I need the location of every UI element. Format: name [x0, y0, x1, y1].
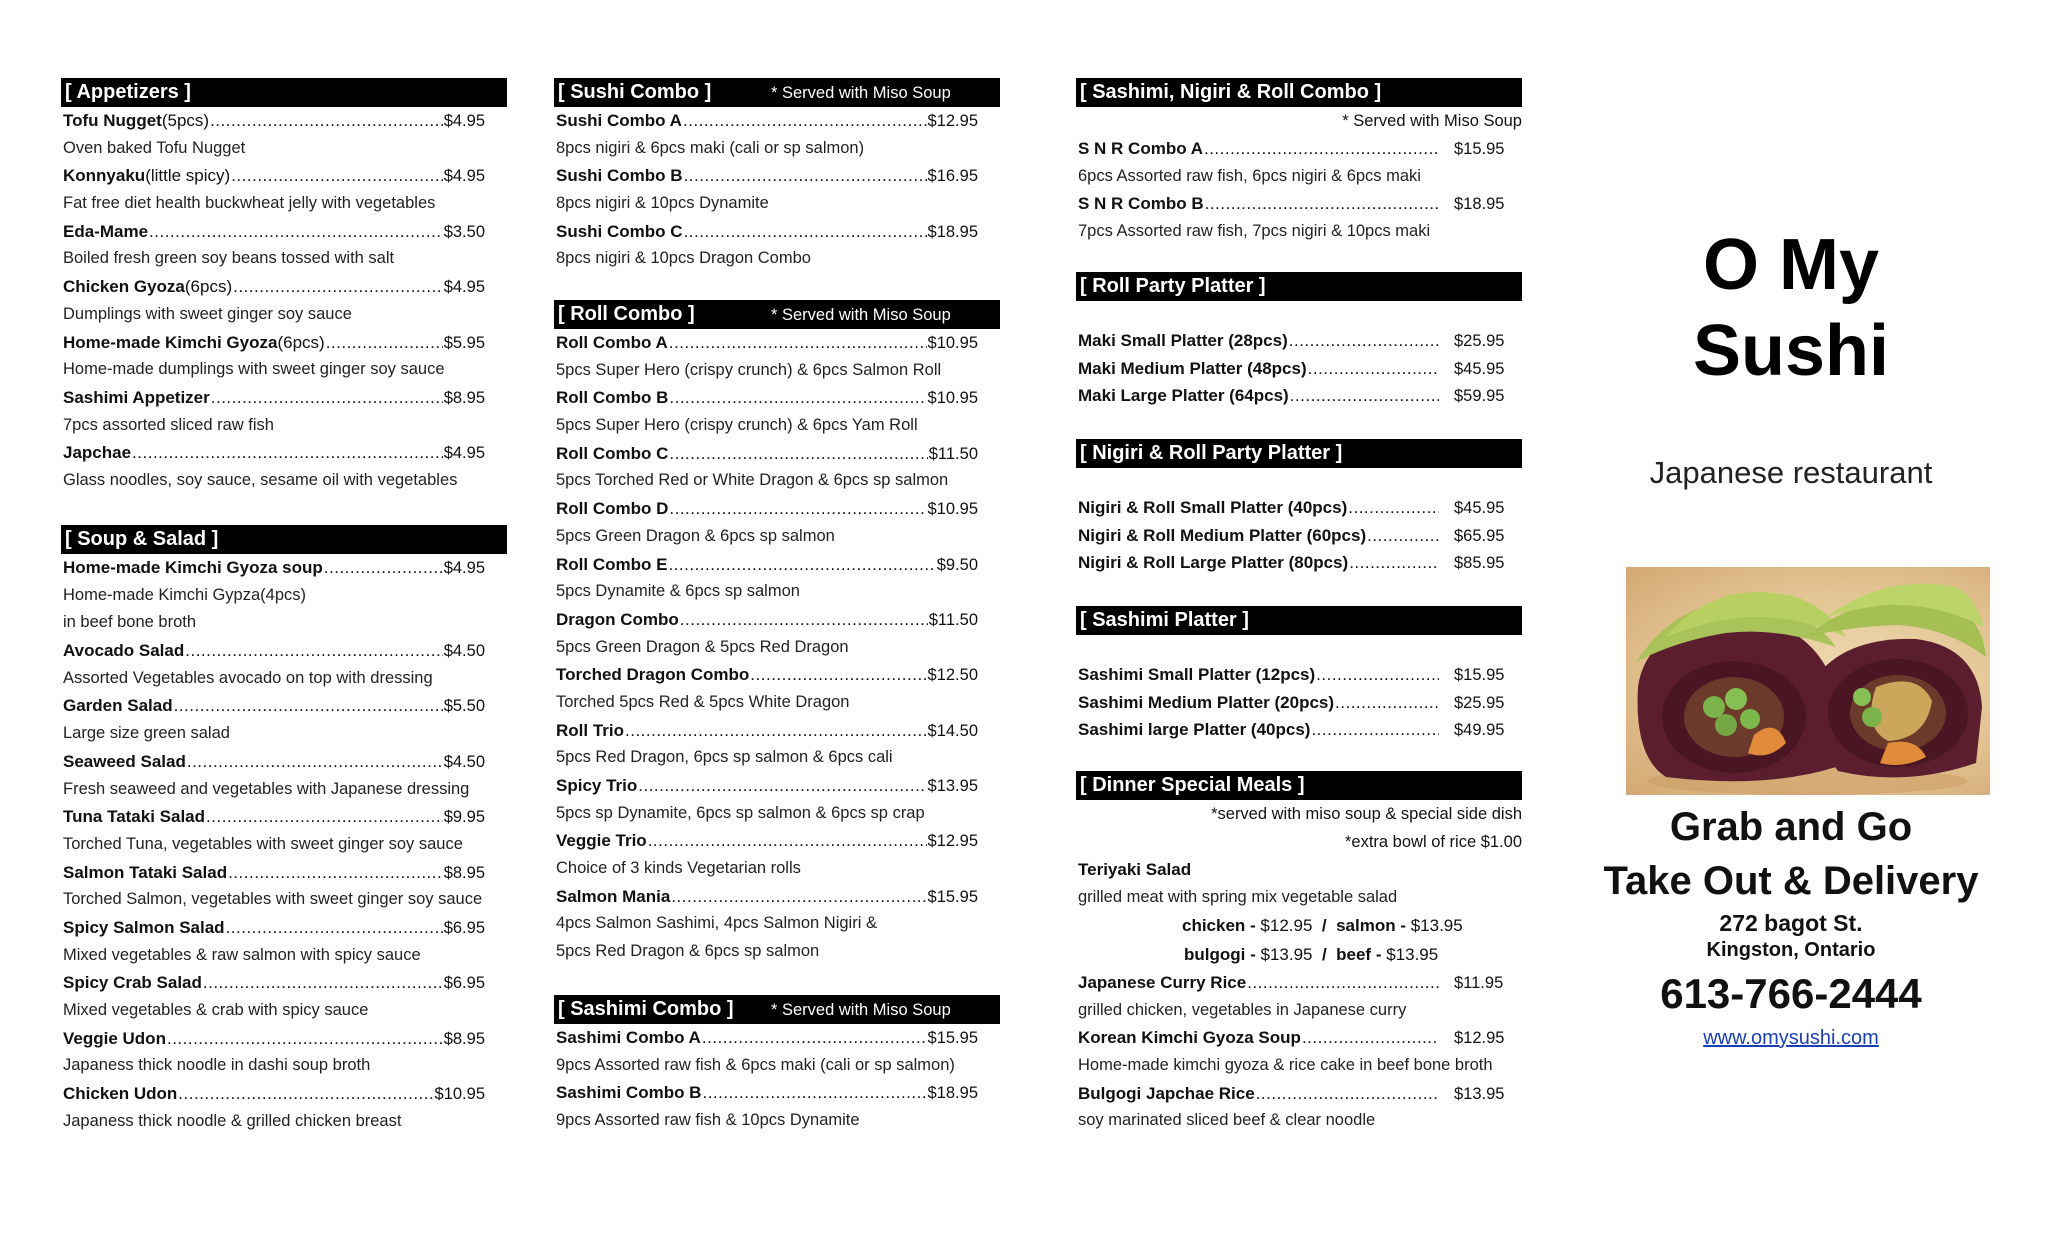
dot-leader — [233, 273, 443, 301]
dot-leader — [668, 551, 935, 579]
menu-item-desc: Choice of 3 kinds Vegetarian rolls — [556, 859, 801, 878]
dot-leader — [684, 218, 927, 246]
menu-item — [554, 218, 978, 246]
menu-item-price: $85.95 — [1454, 554, 1505, 573]
menu-item-price: $25.95 — [1454, 332, 1505, 350]
menu-item-price: $15.95 — [1454, 140, 1505, 158]
sashimi-combo-section — [554, 995, 1000, 1135]
menu-item — [554, 162, 978, 190]
menu-item-desc: 4pcs Salmon Sashimi, 4pcs Salmon Nigiri & — [556, 914, 877, 933]
menu-item-name: Roll Combo E — [556, 554, 668, 574]
served-with-note: * Served with Miso Soup — [1342, 112, 1522, 130]
menu-item — [61, 384, 485, 412]
menu-item — [61, 969, 485, 997]
menu-item-name: Spicy Trio — [556, 776, 638, 795]
dot-leader — [1349, 549, 1439, 577]
roll-combo-section — [554, 300, 1000, 966]
menu-item-name: Seaweed Salad — [63, 751, 186, 771]
dot-leader — [669, 329, 927, 357]
soup-salad-section — [61, 525, 507, 1135]
dot-leader — [683, 107, 927, 135]
menu-item — [554, 440, 978, 468]
dot-leader — [203, 969, 443, 997]
dinner-note-1: *served with miso soup & special side dish — [1211, 805, 1522, 823]
menu-item — [1076, 661, 1505, 689]
menu-item-name: Salmon Mania — [556, 886, 671, 906]
restaurant-tagline: Japanese restaurant — [1649, 455, 1933, 490]
menu-item-desc: 9pcs Assorted raw fish & 6pcs maki (cali or sp salmon) — [556, 1055, 955, 1074]
menu-item-desc: Boiled fresh green soy beans tossed with salt — [63, 249, 395, 268]
menu-item — [61, 803, 485, 831]
menu-item-desc: soy marinated sliced beef & clear noodle — [1078, 1111, 1376, 1130]
menu-item-name: Nigiri & Roll Large Platter (80pcs) — [1078, 553, 1349, 573]
dot-leader — [1302, 1024, 1439, 1052]
menu-item-price: $8.95 — [443, 863, 485, 882]
menu-item — [1076, 1080, 1505, 1108]
menu-item — [554, 717, 978, 745]
menu-item-price: $49.95 — [1454, 721, 1505, 740]
menu-item-desc: 8pcs nigiri & 10pcs Dynamite — [556, 194, 769, 213]
menu-item-name: Roll Combo D — [556, 499, 669, 519]
dot-leader — [669, 440, 927, 468]
menu-item-name: Veggie Trio — [556, 831, 647, 851]
menu-item-price: $59.95 — [1454, 387, 1505, 406]
menu-item-price: $5.95 — [443, 333, 485, 352]
teriyaki-salad-desc: grilled meat with spring mix vegetable salad — [1078, 887, 1398, 906]
menu-item — [554, 551, 978, 579]
menu-item-price: $65.95 — [1454, 526, 1505, 545]
menu-item-desc: 5pcs Red Dragon & 6pcs sp salmon — [556, 942, 820, 961]
dot-leader — [1335, 689, 1439, 717]
menu-item-price: $5.50 — [443, 697, 485, 716]
menu-item — [61, 637, 485, 665]
section-header: [ Soup & Salad ] — [61, 525, 507, 554]
menu-item — [1076, 494, 1505, 522]
menu-item-name: Nigiri & Roll Small Platter (40pcs) — [1078, 498, 1348, 517]
menu-item-desc: Glass noodles, soy sauce, sesame oil with vegetables — [63, 470, 458, 489]
menu-item-name: Sashimi Small Platter (12pcs) — [1078, 665, 1316, 684]
menu-item-price: $15.95 — [927, 887, 978, 906]
section-header: [ Sashimi, Nigiri & Roll Combo ] — [1076, 78, 1522, 107]
menu-item — [61, 554, 485, 582]
website-link[interactable]: www.omysushi.com — [1703, 1027, 1879, 1049]
dot-leader — [1290, 382, 1439, 410]
appetizers-section — [61, 78, 507, 495]
menu-item — [1076, 327, 1505, 355]
menu-item-price: $4.95 — [443, 559, 485, 577]
menu-item-portion: (6pcs) — [277, 332, 325, 352]
menu-item-price: $16.95 — [927, 167, 978, 186]
sushi-roll-photo — [1626, 567, 1990, 795]
menu-item-desc: 9pcs Assorted raw fish & 10pcs Dynamite — [556, 1111, 860, 1130]
menu-item-name: Maki Large Platter (64pcs) — [1078, 386, 1289, 406]
menu-item-name: Sashimi Appetizer — [63, 387, 210, 407]
menu-item-price: $9.50 — [936, 555, 978, 574]
dot-leader — [1311, 716, 1439, 744]
teriyaki-choice-row-2: bulgogi - $13.95 / beef - $13.95 — [1184, 945, 1439, 965]
menu-item-price: $10.95 — [927, 334, 978, 352]
restaurant-address: 272 bagot St. Kingston, Ontario — [1706, 910, 1876, 961]
menu-item-price: $9.95 — [443, 808, 485, 827]
dot-leader — [684, 162, 927, 190]
menu-item-price: $18.95 — [927, 1084, 978, 1103]
menu-item-desc: Large size green salad — [63, 724, 230, 743]
menu-item-price: $4.95 — [443, 444, 485, 463]
served-with-note: * Served with Miso Soup — [771, 1001, 951, 1019]
menu-item-price: $4.50 — [443, 642, 485, 661]
menu-item-desc: 8pcs nigiri & 10pcs Dragon Combo — [556, 249, 811, 268]
menu-item-name: Avocado Salad — [63, 641, 185, 661]
menu-item-price: $4.95 — [443, 278, 485, 297]
menu-item-price: $45.95 — [1454, 359, 1505, 378]
menu-item — [1076, 549, 1505, 577]
dot-leader — [671, 883, 926, 911]
menu-item-desc: 5pcs Super Hero (crispy crunch) & 6pcs Yam Roll — [556, 416, 918, 435]
menu-item — [554, 606, 978, 634]
menu-item-price: $4.95 — [443, 167, 485, 186]
served-with-note: * Served with Miso Soup — [771, 306, 951, 324]
menu-item — [1076, 522, 1505, 550]
dot-leader — [210, 107, 443, 135]
menu-item-desc: Oven baked Tofu Nugget — [63, 138, 246, 157]
menu-item-price: $25.95 — [1454, 693, 1505, 712]
dot-leader — [1256, 1080, 1439, 1108]
dot-leader — [669, 495, 926, 523]
menu-item-desc: 5pcs Red Dragon, 6pcs sp salmon & 6pcs cali — [556, 748, 893, 767]
menu-item-name: Maki Medium Platter (48pcs) — [1078, 358, 1307, 378]
menu-item-portion: (5pcs) — [161, 111, 210, 130]
dot-leader — [231, 162, 443, 190]
menu-item — [61, 329, 485, 357]
section-header: [ Roll Party Platter ] — [1076, 272, 1522, 301]
menu-item-price: $6.95 — [443, 918, 485, 937]
menu-item — [61, 692, 485, 720]
menu-item — [554, 661, 978, 689]
dot-leader — [750, 661, 926, 689]
menu-item-name: Spicy Salmon Salad — [63, 917, 225, 937]
menu-item — [61, 107, 485, 135]
menu-item-name: Garden Salad — [63, 696, 173, 716]
menu-item — [1076, 135, 1505, 163]
dot-leader — [174, 692, 443, 720]
menu-item-name: Konnyaku — [63, 166, 146, 186]
section-header: [ Nigiri & Roll Party Platter ] — [1076, 439, 1522, 468]
dot-leader — [1289, 327, 1439, 355]
menu-item-name: Sushi Combo A — [556, 111, 682, 130]
dot-leader — [149, 218, 443, 246]
menu-item-name: Korean Kimchi Gyoza Soup — [1078, 1028, 1301, 1048]
menu-item-price: $3.50 — [443, 222, 485, 241]
menu-item-price: $4.95 — [443, 112, 485, 130]
menu-item-name: Roll Combo B — [556, 388, 669, 408]
menu-item-price: $12.50 — [927, 666, 978, 685]
menu-item-desc: 7pcs Assorted raw fish, 7pcs nigiri & 10pcs maki — [1078, 221, 1431, 240]
menu-item-desc: Home-made kimchi gyoza & rice cake in beef bone broth — [1078, 1055, 1493, 1074]
menu-item-name: Japchae — [63, 443, 132, 463]
menu-item — [61, 1080, 485, 1108]
menu-item — [61, 1025, 485, 1053]
menu-item-price: $14.50 — [927, 721, 978, 740]
menu-item-price: $18.95 — [927, 222, 978, 241]
service-options: Grab and Go Take Out & Delivery — [1603, 805, 1979, 903]
dot-leader — [702, 1079, 926, 1107]
dot-leader — [132, 439, 443, 467]
sashimi-platter-section — [1076, 606, 1560, 744]
menu-item-price: $10.95 — [434, 1085, 485, 1104]
menu-item-desc: 5pcs Dynamite & 6pcs sp salmon — [556, 582, 800, 601]
menu-item-name: Tuna Tataki Salad — [63, 807, 206, 827]
dot-leader — [185, 637, 442, 665]
dot-leader — [226, 914, 443, 942]
menu-item-name: Roll Combo A — [556, 333, 668, 352]
menu-item-price: $12.95 — [1454, 1029, 1505, 1048]
menu-item-price: $13.95 — [927, 777, 978, 795]
menu-item-desc: 8pcs nigiri & 6pcs maki (cali or sp salmon) — [556, 138, 865, 157]
menu-item-price: $13.95 — [1454, 1084, 1505, 1103]
dot-leader — [1204, 135, 1439, 163]
menu-item-price: $45.95 — [1454, 499, 1505, 517]
section-header: [ Roll Combo ] * Served with Miso Soup — [554, 300, 1000, 329]
menu-item-name: Eda-Mame — [63, 221, 149, 241]
menu-item-portion: (little spicy) — [145, 166, 231, 186]
menu-item — [61, 162, 485, 190]
nigiri-party-section — [1076, 439, 1560, 577]
dot-leader — [206, 803, 443, 831]
menu-item-name: Sashimi large Platter (40pcs) — [1078, 720, 1311, 740]
menu-item — [554, 827, 978, 855]
menu-item-name: Torched Dragon Combo — [556, 665, 750, 685]
menu-item-desc: 7pcs assorted sliced raw fish — [63, 415, 274, 434]
menu-item — [1076, 382, 1505, 410]
menu-item-name: S N R Combo B — [1078, 194, 1204, 214]
dot-leader — [1367, 522, 1439, 550]
menu-item-desc: 5pcs Torched Red or White Dragon & 6pcs sp salmon — [556, 471, 949, 490]
menu-item-name: Bulgogi Japchae Rice — [1078, 1083, 1255, 1103]
menu-item-name: Dragon Combo — [556, 609, 679, 629]
menu-item — [554, 1079, 978, 1107]
menu-item-price: $4.50 — [443, 752, 485, 771]
snr-combo-section — [1076, 78, 1560, 245]
menu-item-desc: 5pcs sp Dynamite, 6pcs sp salmon & 6pcs sp crap — [556, 803, 925, 822]
menu-item — [554, 495, 978, 523]
menu-item — [554, 1024, 978, 1052]
sushi-combo-section — [554, 78, 1000, 273]
menu-item-desc: Fat free diet health buckwheat jelly with vegetables — [63, 194, 436, 213]
menu-item-desc: Mixed vegetables & crab with spicy sauce — [63, 1001, 369, 1019]
menu-item-name: Sushi Combo B — [556, 166, 683, 186]
dot-leader — [167, 1025, 443, 1053]
menu-item-desc: Torched Tuna, vegetables with sweet ginger soy sauce — [63, 834, 463, 853]
dot-leader — [326, 329, 443, 357]
menu-item-name: Sashimi Combo A — [556, 1028, 701, 1047]
menu-item-name: Home-made Kimchi Gyoza — [63, 332, 278, 352]
menu-item-name: Maki Small Platter (28pcs) — [1078, 331, 1288, 350]
phone-number[interactable]: 613-766-2444 — [1660, 970, 1922, 1017]
menu-item-desc: Japaness thick noodle in dashi soup broth — [63, 1056, 371, 1075]
menu-item-name: Japanese Curry Rice — [1078, 973, 1247, 993]
dinner-special-section — [1076, 771, 1560, 1135]
dot-leader — [680, 606, 928, 634]
menu-item-name: Salmon Tataki Salad — [63, 862, 228, 882]
menu-item-desc: Fresh seaweed and vegetables with Japanese dressing — [63, 779, 470, 798]
section-header: [ Appetizers ] — [61, 78, 507, 107]
menu-item-desc: Home-made Kimchi Gypza(4pcs) — [63, 585, 306, 604]
menu-item-price: $15.95 — [927, 1029, 978, 1047]
served-with-note: * Served with Miso Soup — [771, 84, 951, 102]
menu-item — [1076, 969, 1504, 997]
menu-item-name: Sashimi Combo B — [556, 1083, 702, 1103]
menu-item — [554, 384, 978, 412]
menu-item-desc: Japaness thick noodle & grilled chicken breast — [63, 1111, 402, 1130]
section-header: [ Sushi Combo ] * Served with Miso Soup — [554, 78, 1000, 107]
section-header: [ Dinner Special Meals ] — [1076, 771, 1522, 800]
sushi-roll-illustration — [1626, 567, 1990, 795]
dot-leader — [648, 827, 927, 855]
dot-leader — [1316, 661, 1439, 689]
menu-item — [61, 218, 485, 246]
menu-item — [1076, 355, 1505, 383]
menu-item — [554, 107, 978, 135]
menu-item-price: $6.95 — [443, 974, 485, 993]
dot-leader — [324, 554, 443, 582]
menu-item — [61, 859, 485, 887]
menu-item-desc: in beef bone broth — [63, 613, 197, 632]
menu-item-name: Veggie Udon — [63, 1028, 166, 1048]
teriyaki-salad-name: Teriyaki Salad — [1078, 860, 1192, 879]
menu-item-desc: Torched 5pcs Red & 5pcs White Dragon — [556, 692, 850, 711]
menu-item-desc: 5pcs Green Dragon & 5pcs Red Dragon — [556, 637, 849, 656]
menu-item-name: Roll Trio — [556, 720, 624, 740]
menu-item-name: Nigiri & Roll Medium Platter (60pcs) — [1078, 525, 1367, 545]
dot-leader — [625, 717, 927, 745]
menu-item-price: $15.95 — [1454, 666, 1505, 684]
dot-leader — [638, 772, 926, 800]
menu-item-price: $12.95 — [927, 112, 978, 130]
menu-item — [554, 883, 978, 911]
menu-item-name: Tofu Nugget — [63, 111, 162, 130]
menu-item-name: S N R Combo A — [1078, 139, 1203, 158]
menu-item-desc: Assorted Vegetables avocado on top with dressing — [63, 668, 433, 687]
menu-item-price: $8.95 — [443, 388, 485, 407]
section-header: [ Sashimi Platter ] — [1076, 606, 1522, 635]
menu-item-name: Home-made Kimchi Gyoza soup — [63, 558, 323, 577]
dot-leader — [211, 384, 443, 412]
menu-item — [1076, 1024, 1505, 1052]
dot-leader — [1348, 494, 1439, 522]
menu-item-price: $10.95 — [927, 500, 978, 519]
menu-item-price: $11.95 — [1454, 974, 1504, 993]
section-header: [ Sashimi Combo ] * Served with Miso Soup — [554, 995, 1000, 1024]
dinner-note-2: *extra bowl of rice $1.00 — [1344, 833, 1522, 851]
menu-item-portion: (6pcs) — [184, 277, 233, 297]
menu-item — [1076, 689, 1505, 717]
menu-item — [554, 772, 978, 800]
dot-leader — [702, 1024, 927, 1052]
menu-item-name: Sashimi Medium Platter (20pcs) — [1078, 692, 1335, 712]
menu-item — [61, 914, 485, 942]
menu-item-desc: Dumplings with sweet ginger soy sauce — [63, 304, 352, 323]
roll-party-section — [1076, 272, 1560, 410]
menu-item-price: $12.95 — [927, 832, 978, 851]
dot-leader — [669, 384, 926, 412]
menu-item — [1076, 716, 1505, 744]
menu-item-name: Spicy Crab Salad — [63, 973, 202, 993]
restaurant-name: O My Sushi — [1692, 225, 1890, 391]
menu-item-price: $10.95 — [927, 389, 978, 408]
dot-leader — [228, 859, 443, 887]
menu-item-price: $11.50 — [928, 610, 978, 629]
dot-leader — [187, 748, 443, 776]
menu-item-price: $11.50 — [928, 444, 978, 463]
menu-item — [61, 439, 485, 467]
menu-item — [554, 329, 978, 357]
dot-leader — [1247, 969, 1439, 997]
menu-item-desc: 5pcs Super Hero (crispy crunch) & 6pcs Salmon Roll — [556, 360, 942, 379]
menu-item-name: Chicken Gyoza — [63, 277, 185, 297]
menu-item-name: Sushi Combo C — [556, 221, 683, 241]
menu-item-desc: grilled chicken, vegetables in Japanese curry — [1078, 1000, 1407, 1019]
dot-leader — [1308, 355, 1439, 383]
menu-item-desc: 5pcs Green Dragon & 6pcs sp salmon — [556, 526, 835, 545]
menu-item-desc: Torched Salmon, vegetables with sweet ginger soy sauce — [63, 890, 483, 909]
menu-item — [61, 748, 485, 776]
menu-item-name: Chicken Udon — [63, 1084, 178, 1104]
menu-item-price: $18.95 — [1454, 195, 1505, 214]
menu-item-name: Roll Combo C — [556, 443, 669, 463]
menu-item-desc: Mixed vegetables & raw salmon with spicy sauce — [63, 945, 421, 964]
teriyaki-choice-row-1: chicken - $12.95 / salmon - $13.95 — [1182, 916, 1463, 936]
dot-leader — [178, 1080, 433, 1108]
menu-item-desc: Home-made dumplings with sweet ginger soy sauce — [63, 360, 445, 379]
menu-item-price: $8.95 — [443, 1029, 485, 1048]
menu-item — [61, 273, 485, 301]
menu-item — [1076, 190, 1505, 218]
menu-item-desc: 6pcs Assorted raw fish, 6pcs nigiri & 6pcs maki — [1078, 166, 1421, 185]
dot-leader — [1205, 190, 1439, 218]
